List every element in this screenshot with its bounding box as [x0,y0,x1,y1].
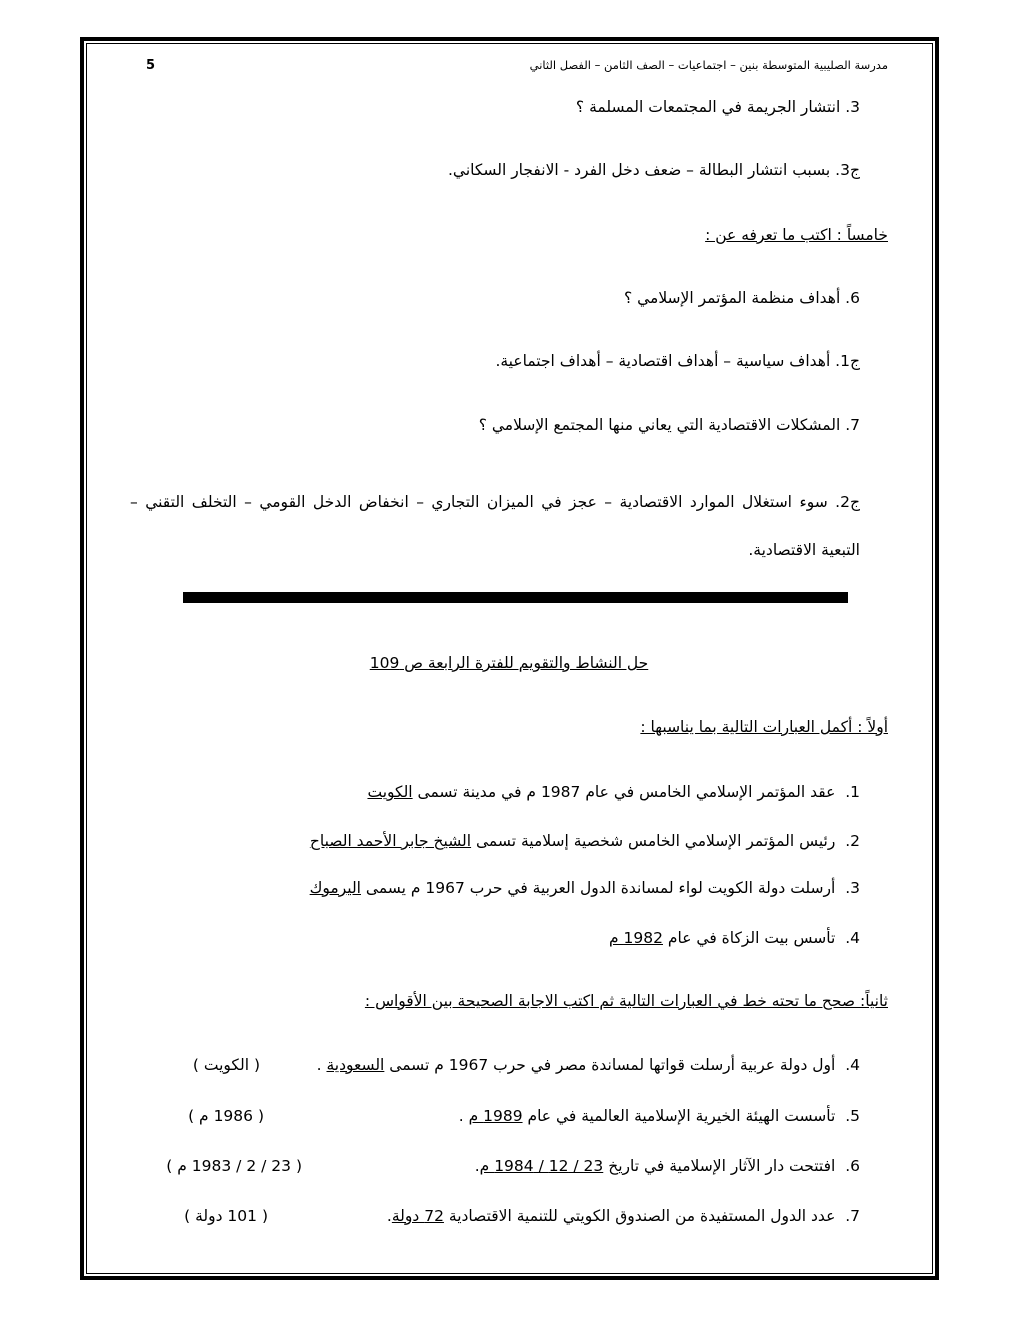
answer-6: ج1. أهداف سياسية – أهداف اقتصادية – أهداف اجتماعية. [495,352,860,370]
correction-answer-6: ( 23 / 2 / 1983 م ) [166,1157,302,1175]
fill-item-3: 3. أرسلت دولة الكويت لواء لمساندة الدول العربية في حرب 1967 م يسمى اليرموك [309,879,860,897]
correction-answer-5: ( 1986 م ) [188,1107,264,1125]
page-header: مدرسة الصليبية المتوسطة بنين – اجتماعيات – الصف الثامن – الفصل الثاني [529,58,888,72]
correction-answer-7: ( 101 دولة ) [184,1207,268,1225]
answer-7: ج2. سوء استغلال الموارد الاقتصادية – عجز في الميزان التجاري – انخفاض الدخل القومي – التخلف التقني – التبعية الاقتصادية. [130,493,860,559]
correction-item-4: 4. أول دولة عربية أرسلت قواتها لمساندة مصر في حرب 1967 م تسمى السعودية . [316,1056,860,1074]
question-6: 6. أهداف منظمة المؤتمر الإسلامي ؟ [623,289,860,307]
fill-item-2: 2. رئيس المؤتمر الإسلامي الخامس شخصية إسلامية تسمى الشيخ جابر الأحمد الصباح [309,832,860,850]
correction-item-6: 6. افتتحت دار الآثار الإسلامية في تاريخ 23 / 12 / 1984 م. [474,1157,860,1175]
fifth-heading: خامساً : اكتب ما تعرفه عن : [705,226,888,244]
answer-3: ج3. بسبب انتشار البطالة – ضعف دخل الفرد - الانفجار السكاني. [447,161,860,179]
activity-title: حل النشاط والتقويم للفترة الرابعة ص 109 [369,654,649,672]
correction-answer-4: ( الكويت ) [192,1056,260,1074]
fill-item-1: 1. عقد المؤتمر الإسلامي الخامس في عام 1987 م في مدينة تسمى الكويت [367,783,860,801]
question-7: 7. المشكلات الاقتصادية التي يعاني منها المجتمع الإسلامي ؟ [478,416,860,434]
first-heading: أولاً : أكمل العبارات التالية بما يناسبها : [640,718,888,736]
correction-item-7: 7. عدد الدول المستفيدة من الصندوق الكويتي للتنمية الاقتصادية 72 دولة. [386,1207,860,1225]
page-number: 5 [146,58,156,73]
section-divider [183,592,848,603]
fill-item-4: 4. تأسس بيت الزكاة في عام 1982 م [609,929,860,947]
second-heading: ثانياً: صحح ما تحته خط في العبارات التالية ثم اكتب الاجابة الصحيحة بين الأقواس : [364,992,888,1010]
correction-item-5: 5. تأسست الهيئة الخيرية الإسلامية العالمية في عام 1989 م . [458,1107,860,1125]
question-3: 3. انتشار الجريمة في المجتمعات المسلمة ؟ [575,98,860,116]
